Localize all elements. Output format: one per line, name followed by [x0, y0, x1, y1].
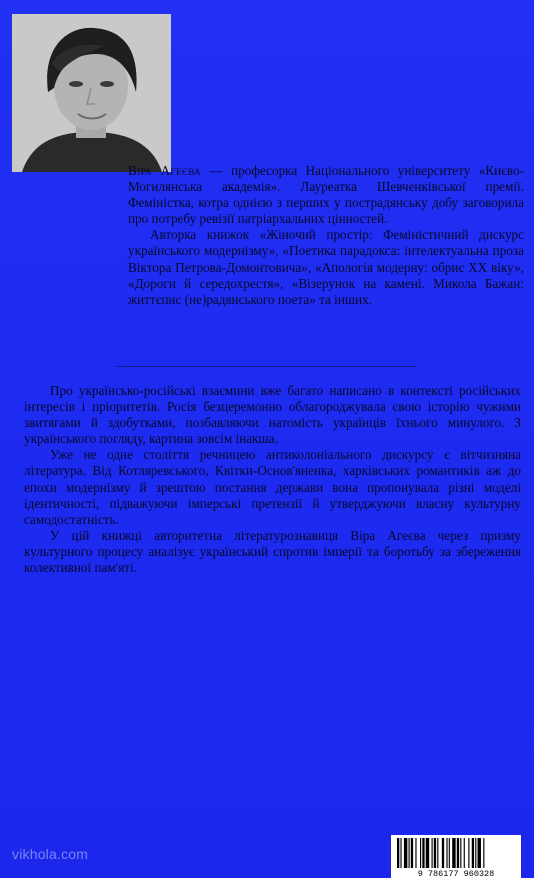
- barcode-bar: [411, 838, 413, 868]
- barcode-bar: [483, 838, 484, 868]
- author-bio-paragraph-1: [128, 163, 524, 227]
- barcode-bar: [468, 838, 469, 868]
- section-divider: [117, 366, 417, 367]
- barcode-bar: [415, 838, 416, 868]
- barcode-digits: 9 786177 960328: [417, 869, 495, 878]
- barcode-bar: [449, 838, 450, 868]
- barcode-bar: [434, 838, 436, 868]
- barcode-bar: [409, 838, 410, 868]
- site-watermark: vikhola.com: [12, 846, 89, 862]
- barcode-bar: [432, 838, 433, 868]
- barcode-bar: [426, 838, 429, 868]
- barcode-bar: [442, 838, 444, 868]
- book-description-paragraph-3: У цій книжці авторитетна літературознавиця Віра Агеєва через призму культурного процесу аналізує український спротив імперії та боротьбу за збереження колективної пам'яті.: [24, 527, 521, 576]
- author-name: Віра Агеєва: [128, 163, 202, 178]
- book-description-paragraph-2: Уже не одне століття речницею антиколоніального дискурсу є вітчизняна література. Від Котляревського, Квітки-Основ'яненка, харківських романтиків аж до епохи модернізму й зрештою постання держави вона пропонувала різні моделі ідентичності, підважуючи імперські претензії й утверджуючи власну культурну самодостатність.: [24, 447, 521, 527]
- author-bio-paragraph-2: Авторка книжок «Жіночий простір: Феміністичний дискурс українського модернізму», «Поетика парадокса: інтелектуальна проза Віктора Петрова-Домонтовича», «Апологія модерну: обрис XX віку», «Дороги й середохрестя», «Візерунок на камені. Микола Бажан: життєпис (не)радянського поета» та інших.: [128, 227, 524, 307]
- barcode-bar: [420, 838, 421, 868]
- barcode-bar: [472, 838, 474, 868]
- author-bio-text: — професорка Національного університету «Києво-Могилянська академія». Лауреатка Шевченківської премії. Феміністка, котра однією з перших у пострадянську добу заговорила про потребу ревізії патріархальних цінностей.: [128, 163, 525, 227]
- isbn-barcode: [391, 835, 521, 878]
- barcode-bars: [391, 835, 521, 878]
- barcode-bar: [452, 838, 455, 868]
- barcode-bar: [475, 838, 476, 868]
- author-bio: [128, 163, 524, 308]
- author-portrait-image: [12, 14, 171, 172]
- barcode-bar: [446, 838, 447, 868]
- barcode-bar: [457, 838, 459, 868]
- book-description-paragraph-1: Про українсько-російські взаємини вже багато написано в контексті російських інтересів і пріоритетів. Росія безцеремонно облагороджувала свою історію чужими звитягами й здобутками, позбавляючи натомість українців їхнього минулого. З українського погляду, картина зовсім інакша.: [24, 383, 521, 447]
- barcode-bar: [422, 838, 424, 868]
- barcode-bar: [437, 838, 438, 868]
- author-photo: [12, 14, 171, 172]
- barcode-bar: [464, 838, 465, 868]
- barcode-bar: [404, 838, 407, 868]
- barcode-bar: [400, 838, 401, 868]
- barcode-bar: [478, 838, 481, 868]
- book-description: [24, 383, 521, 576]
- barcode-bar: [397, 838, 399, 868]
- barcode-bar: [460, 838, 461, 868]
